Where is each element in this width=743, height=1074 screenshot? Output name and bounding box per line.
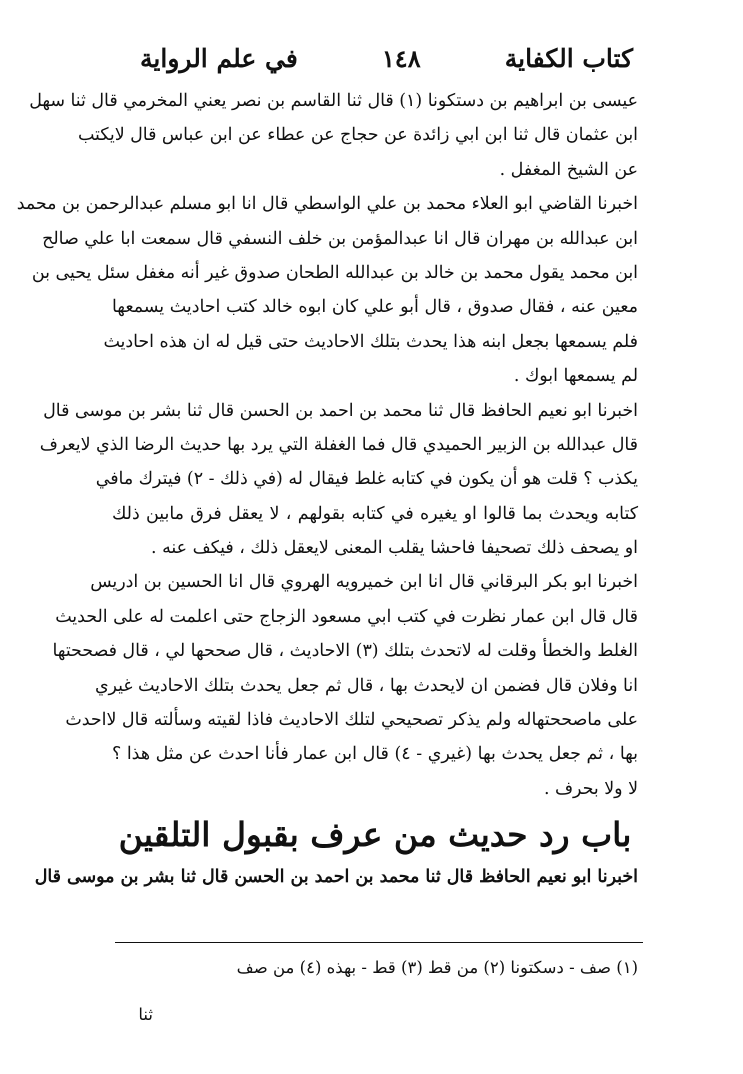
text-line: على ماصححتهاله ولم يذكر تصحيحي لتلك الاحاديث فاذا لقيته وسألته قال لااحدث [65, 710, 638, 731]
text-line: اخبرنا ابو نعيم الحافظ قال ثنا محمد بن احمد بن الحسن قال ثنا بشر بن موسى قال [34, 867, 638, 888]
footnotes [112, 952, 638, 984]
page-number: ١٤٨ [381, 43, 421, 73]
text-line: او يصحف ذلك تصحيفا فاحشا يقلب المعنى لايعقل ذلك ، فيكف عنه . [151, 538, 638, 559]
text-line: لم يسمعها ابوك . [513, 366, 638, 387]
text-line: اخبرنا ابو بكر البرقاني قال انا ابن خميرويه الهروي قال انا الحسين بن ادريس [90, 572, 638, 593]
text-line: الغلط والخطأ وقلت له لاتحدث بتلك (٣) الاحاديث ، قال صححها لي ، قال فصححتها [52, 641, 638, 662]
chapter-heading: باب رد حديث من عرف بقبول التلقين [118, 815, 632, 855]
text-line: فلم يسمعها بجعل ابنه هذا يحدث بتلك الاحاديث حتى قيل له ان هذه احاديث [103, 331, 638, 352]
text-line: ابن محمد يقول محمد بن خالد بن عبدالله الطحان صدوق غير أنه مغفل سئل يحيى بن [31, 262, 638, 283]
text-line: ابن عبدالله بن مهران قال انا عبدالمؤمن بن خلف النسفي قال سمعت ابا علي صالح [42, 228, 638, 249]
main-text [16, 84, 638, 895]
running-title-left: في علم الرواية [140, 43, 298, 73]
text-line: معين عنه ، فقال صدوق ، قال أبو علي كان ابوه خالد كتب احاديث يسمعها [112, 297, 638, 318]
footnote-divider [115, 942, 643, 943]
text-line: اخبرنا القاضي ابو العلاء محمد بن علي الواسطي قال انا ابو مسلم عبدالرحمن بن محمد [16, 194, 638, 215]
text-line: قال قال ابن عمار نظرت في كتب ابي مسعود الزجاج حتى اعلمت له على الحديث [55, 606, 638, 627]
text-line: يكذب ؟ قلت هو أن يكون في كتابه غلط فيقال له (في ذلك - ٢) فيترك مافي [95, 469, 638, 490]
text-line: انا وفلان قال فضمن ان لايحدث بها ، قال ثم جعل يحدث بتلك الاحاديث غيري [94, 675, 638, 696]
text-line: اخبرنا ابو نعيم الحافظ قال ثنا محمد بن احمد بن الحسن قال ثنا بشر بن موسى قال [43, 400, 638, 421]
text-line: قال عبدالله بن الزبير الحميدي قال فما الغفلة التي يرد بها حديث الرضا الذي لايعرف [39, 434, 638, 455]
footnote-line: (١) صف - دسكتونا (٢) من قط (٣) قط - بهذه (٤) من صف [236, 958, 638, 977]
text-line: ابن عثمان قال ثنا ابن ابي زائدة عن حجاج عن عطاء عن ابن عباس قال لايكتب [77, 125, 638, 146]
page-header [140, 38, 633, 78]
text-line: كتابه ويحدث بما قالوا او يغيره في كتابه بقولهم ، لا يعقل فرق مابين ذلك [112, 503, 638, 524]
text-line: عن الشيخ المغفل . [499, 159, 638, 180]
running-title-right: كتاب الكفاية [504, 43, 633, 73]
catchword: ثنا [138, 1005, 153, 1024]
text-line: لا ولا بحرف . [543, 778, 638, 799]
text-line: بها ، ثم جعل يحدث بها (غيري - ٤) قال ابن عمار فأنا احدث عن مثل هذا ؟ [112, 744, 638, 765]
text-line: عيسى بن ابراهيم بن دستكونا (١) قال ثنا القاسم بن نصر يعني المخرمي قال ثنا سهل [29, 91, 638, 111]
